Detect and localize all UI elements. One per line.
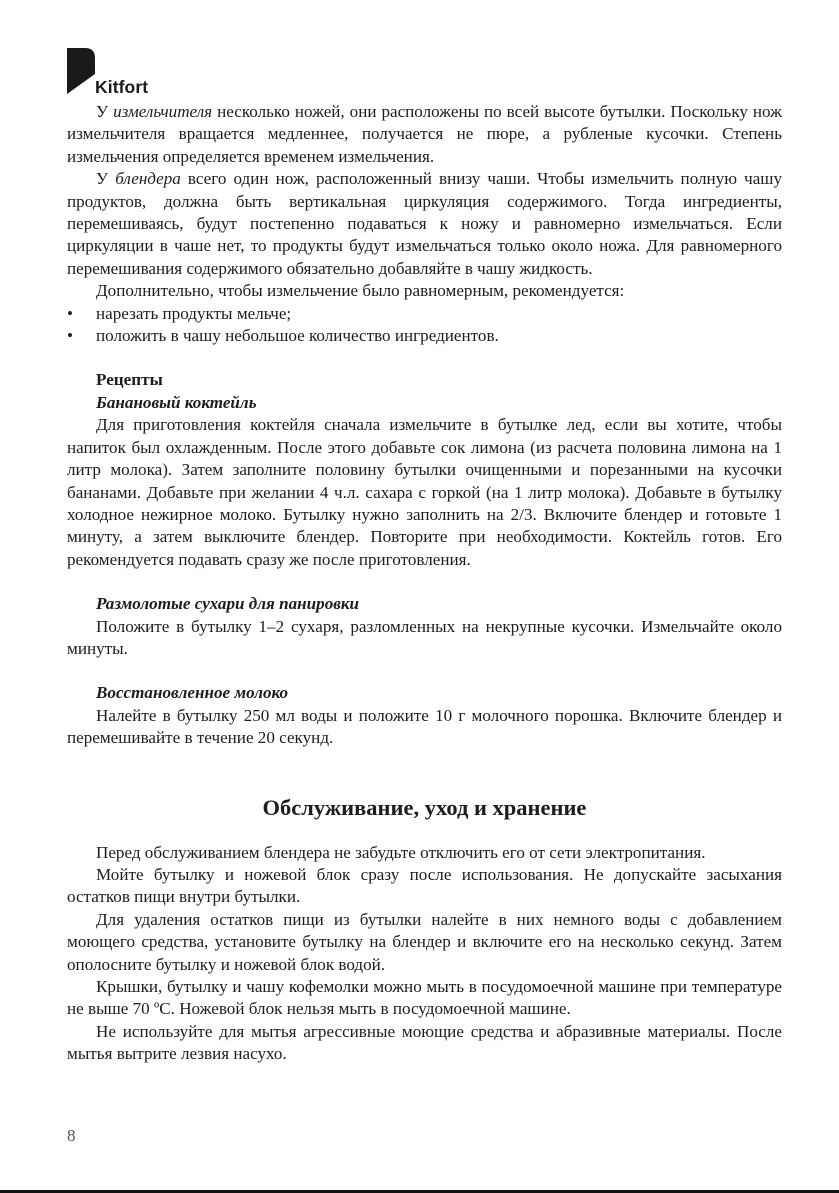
recipe-text: Налейте в бутылку 250 мл воды и положите 10 г молочного порошка. Включите блендер и перемешивайте в течение 20 секунд. xyxy=(67,705,782,748)
maintenance-paragraph: Перед обслуживанием блендера не забудьте отключить его от сети электропитания. xyxy=(96,842,706,862)
recipe-text: Для приготовления коктейля сначала измельчите в бутылке лед, если вы хотите, чтобы напиток был охлажденным. После этого добавьте сок лимона (из расчета половина лимона на 1 литр молока). Затем заполните половину бутылки очищенными и порезанными на кусочки бананами. Добавьте при желании 4 ч.л. сахара с горкой (на 1 литр молока). Добавьте в бутылку холодное нежирное молоко. Бутылку нужно заполнить на 2/3. Включите блендер и готовьте 1 минуту, а затем выключите блендер. Повторите при необходимости. Коктейль готов. Его рекомендуется подавать сразу же после приготовления. xyxy=(67,415,782,569)
recipe-title: Банановый коктейль xyxy=(96,392,257,412)
bullet-icon: • xyxy=(67,326,73,346)
intro-paragraph-1: У измельчителя несколько ножей, они расположены по всей высоте бутылки. Поскольку нож измельчителя вращается медленнее, получается не пюре, а рубленые кусочки. Степень измельчения определяется временем измельчения. xyxy=(67,102,782,166)
maintenance-paragraph: Не используйте для мытья агрессивные моющие средства и абразивные материалы. После мытья вытрите лезвия насухо. xyxy=(67,1021,782,1064)
recommendation-list xyxy=(67,303,782,348)
recipe-title: Восстановленное молоко xyxy=(96,683,289,703)
page-content xyxy=(67,101,782,1066)
brand-name: Kitfort xyxy=(95,77,149,97)
maintenance-paragraph: Для удаления остатков пищи из бутылки налейте в них немного воды с добавлением моющего средства, установите бутылку на блендер и включите его на несколько секунд. Затем ополосните бутылку и ножевой блок водой. xyxy=(67,909,782,974)
page-number: 8 xyxy=(67,1126,76,1145)
recipe-title: Размолотые сухари для панировки xyxy=(96,594,360,614)
brand-logo xyxy=(67,48,187,98)
maintenance-paragraph: Мойте бутылку и ножевой блок сразу после использования. Не допускайте засыхания остатков пищи внутри бутылки. xyxy=(67,864,782,907)
list-item: • положить в чашу небольшое количество ингредиентов. xyxy=(67,325,782,347)
intro-paragraph-3: Дополнительно, чтобы измельчение было равномерным, рекомендуется: xyxy=(96,281,625,301)
section-title: Обслуживание, уход и хранение xyxy=(262,794,587,820)
recipes-heading: Рецепты xyxy=(96,370,163,390)
list-item: • нарезать продукты мельче; xyxy=(67,303,782,325)
intro-paragraph-2: У блендера всего один нож, расположенный внизу чаши. Чтобы измельчить полную чашу продуктов, должна быть вертикальная циркуляция содержимого. Тогда ингредиенты, перемешиваясь, будут постепенно подаваться к ножу и равномерно измельчаться. Если циркуляции в чаше нет, то продукты будут измельчаться только около ножа. Для равномерного перемешивания содержимого обязательно добавляйте в чашу жидкость. xyxy=(67,169,782,278)
bullet-icon: • xyxy=(67,303,73,323)
maintenance-paragraph: Крышки, бутылку и чашу кофемолки можно мыть в посудомоечной машине при температуре не выше 70 ºС. Ножевой блок нельзя мыть в посудомоечной машине. xyxy=(67,977,782,1019)
recipe-text: Положите в бутылку 1–2 сухаря, разломленных на некрупные кусочки. Измельчайте около минуты. xyxy=(67,616,782,658)
kitfort-logo-icon xyxy=(67,48,97,94)
